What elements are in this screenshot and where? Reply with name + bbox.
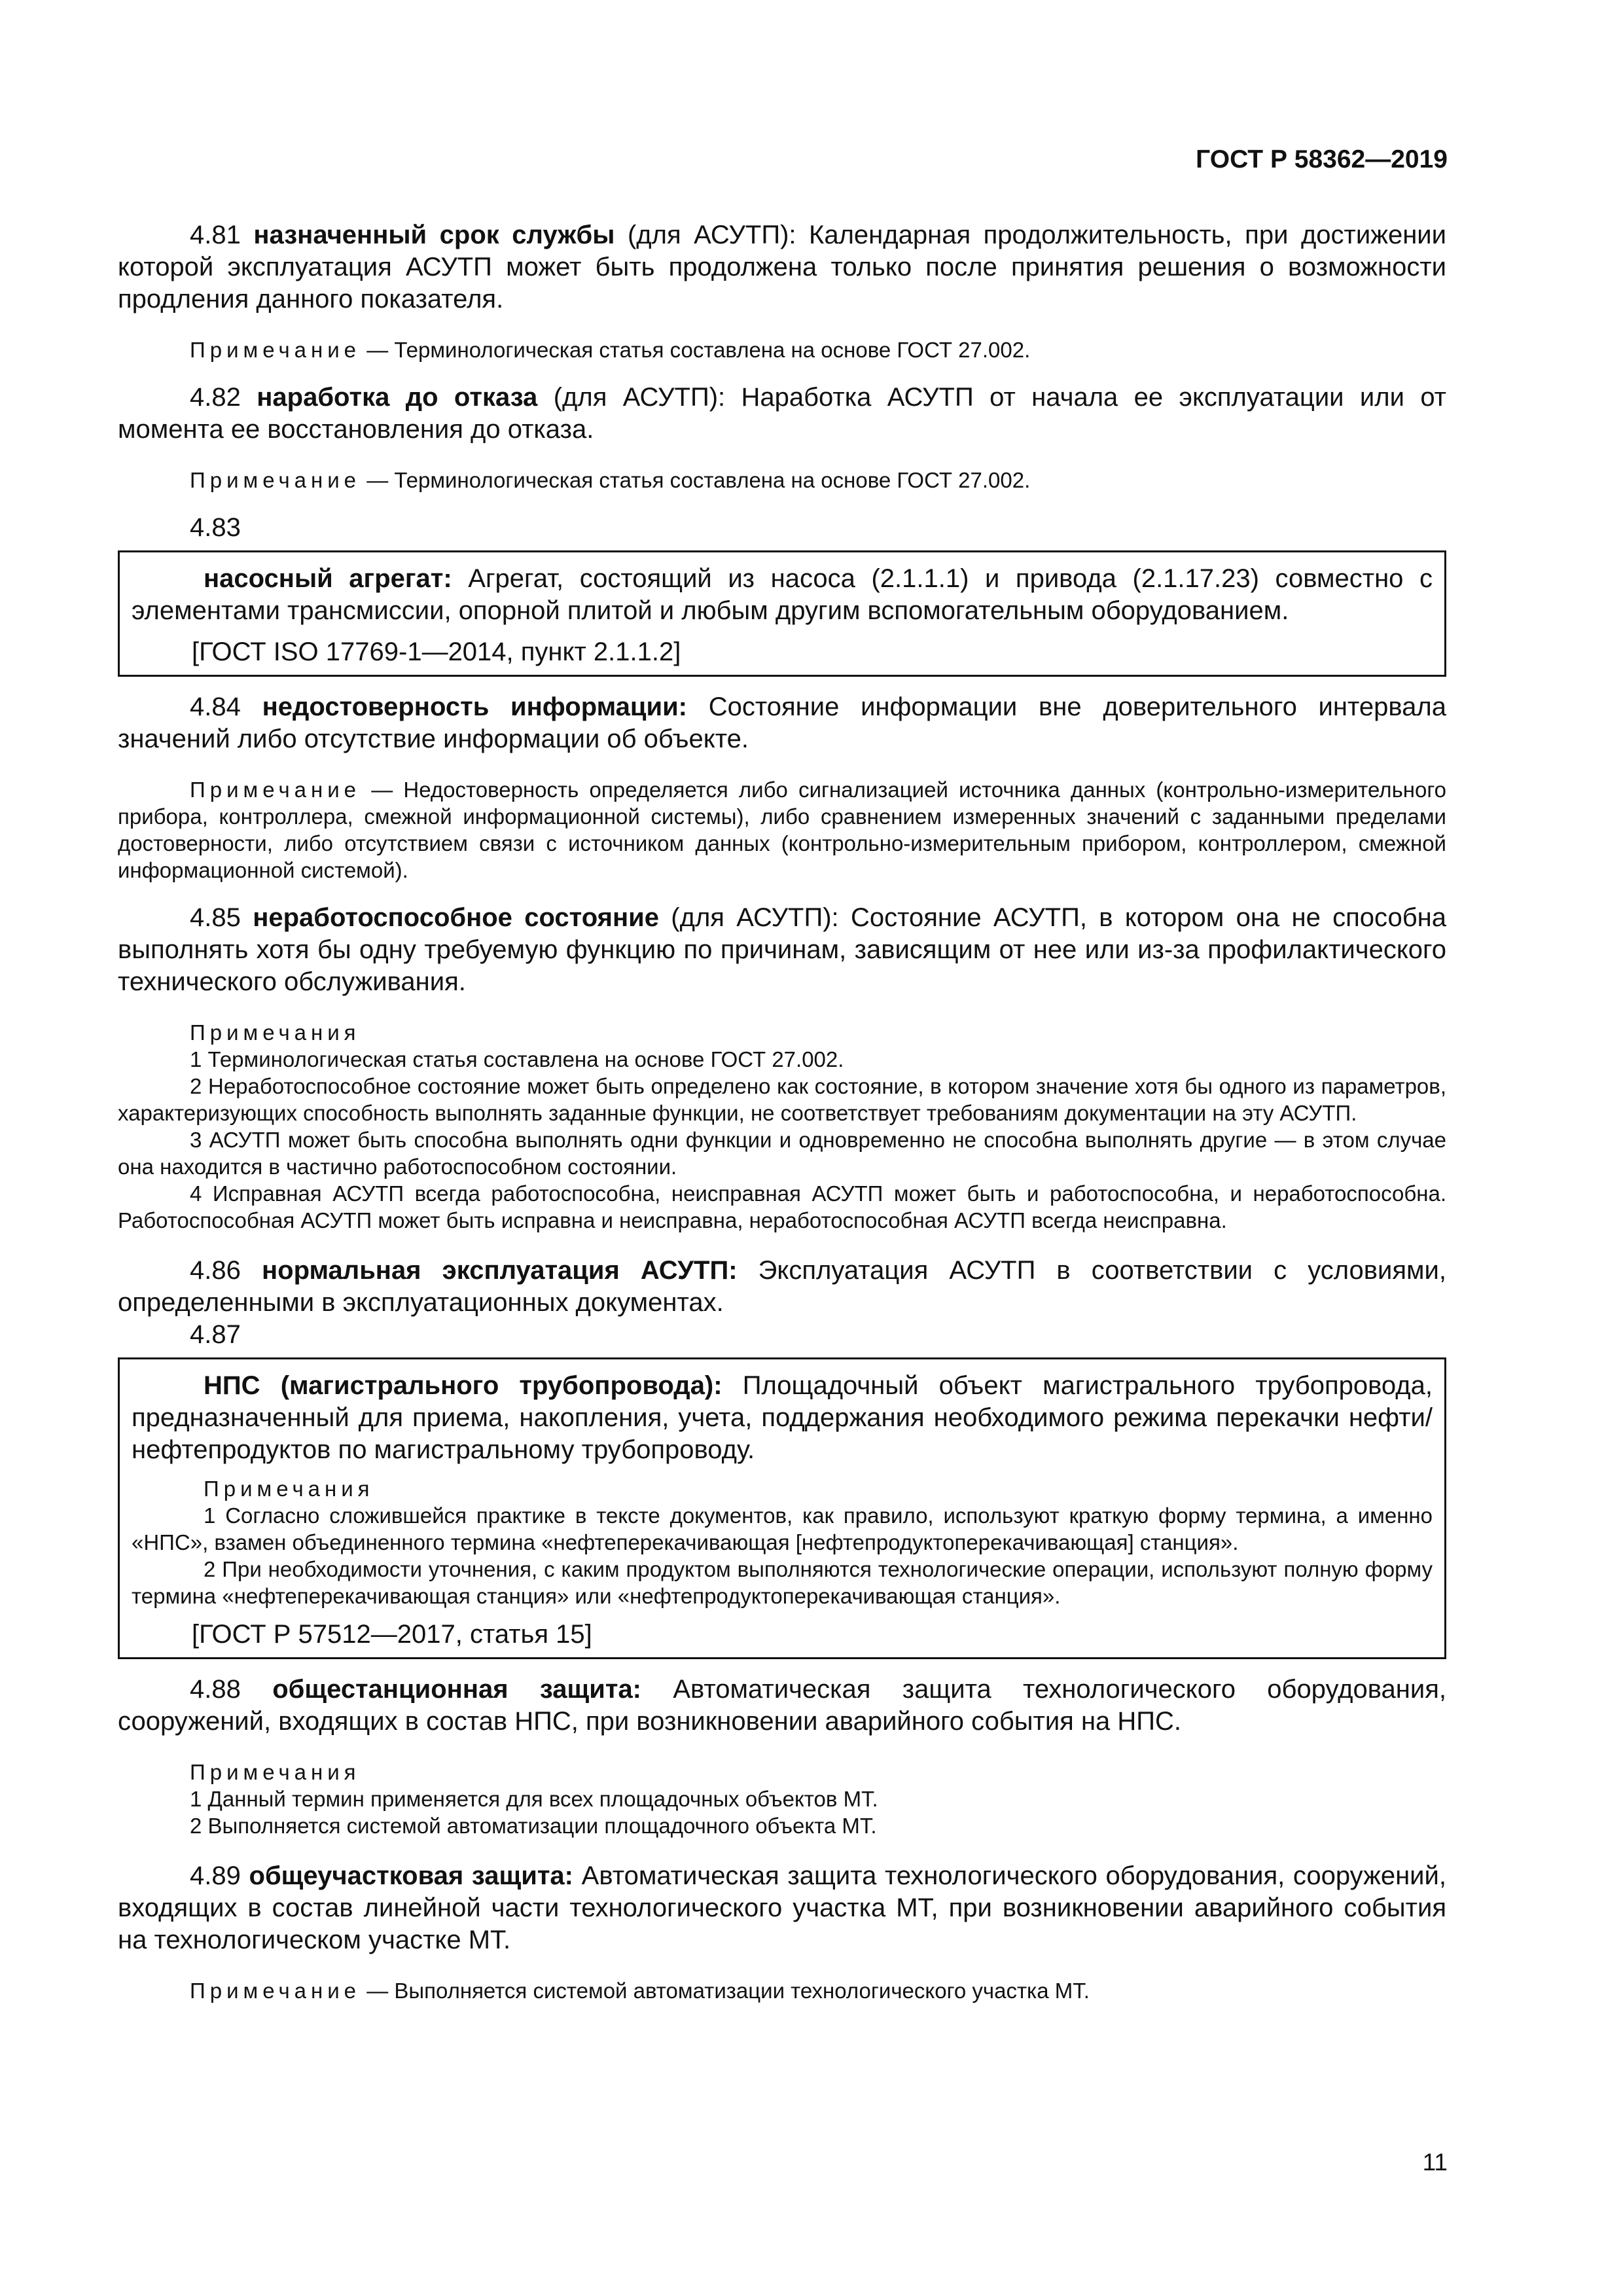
entry-number: 4.89 (190, 1861, 241, 1890)
term-note (118, 336, 1446, 363)
entry-number: 4.87 (190, 1320, 241, 1349)
term-entry-4-89 (118, 1860, 1446, 1956)
term-definition: : Наработка АСУТП от начала ее эксплуатации или от момента ее восстановления до отказа. (118, 383, 1447, 444)
note-label: Примечание (190, 1979, 361, 2003)
notes-block (118, 1759, 1446, 1839)
note-item: 1 Терминологическая статья составлена на основе ГОСТ 27.002. (190, 1047, 844, 1071)
term-name: НПС (магистрального трубопровода): (204, 1371, 722, 1400)
note-item: 2 Выполняется системой автоматизации площадочного объекта МТ. (190, 1814, 877, 1838)
notes-block (132, 1475, 1433, 1609)
term-source: [ГОСТ Р 57512—2017, статья 15] (192, 1620, 592, 1649)
entry-number: 4.83 (190, 513, 241, 542)
notes-label: Примечания (190, 1760, 361, 1784)
note-text: — Терминологическая статья составлена на основе ГОСТ 27.002. (366, 468, 1031, 492)
term-qualifier: (для АСУТП) (671, 903, 832, 932)
term-name: назначенный срок службы (253, 221, 615, 249)
term-name: недостоверность информации: (262, 692, 687, 721)
document-code: ГОСТ Р 58362—2019 (1196, 145, 1448, 173)
note-item: 2 При необходимости уточнения, с каким продуктом выполняются технологические операции, используют полную форму термина «нефтеперекачивающая станция» или «нефтепродуктоперекачивающая станция». (132, 1557, 1433, 1608)
term-name: общестанционная защита: (272, 1675, 642, 1704)
term-qualifier: (для АСУТП) (553, 383, 719, 412)
note-item: 3 АСУТП может быть способна выполнять одни функции и одновременно не способна выполнять другие — в этом случае она находится в частично работоспособном состоянии. (118, 1128, 1446, 1179)
notes-block (118, 1019, 1446, 1234)
term-name: неработоспособное состояние (253, 903, 659, 932)
note-label: Примечание (190, 338, 361, 362)
entry-number: 4.88 (190, 1675, 241, 1704)
term-entry-4-84 (118, 691, 1446, 755)
note-text: — Выполняется системой автоматизации технологического участка МТ. (366, 1979, 1090, 2003)
term-definition: Агрегат, состоящий из насоса (2.1.1.1) и привода (2.1.17.23) совместно с элементами трансмиссии, опорной плитой и любым другим вспомогательным оборудованием. (132, 564, 1433, 625)
term-name: общеучастковая защита: (249, 1861, 573, 1890)
term-entry-4-88 (118, 1674, 1446, 1738)
note-item: 1 Данный термин применяется для всех площадочных объектов МТ. (190, 1787, 878, 1811)
term-entry-4-81 (118, 219, 1446, 315)
term-definition: : Состояние АСУТП, в котором она не способна выполнять хотя бы одну требуемую функцию по причинам, зависящим от нее или из-за профилактического технического обслуживания. (118, 903, 1446, 996)
term-name: насосный агрегат: (204, 564, 452, 593)
note-text: — Недостоверность определяется либо сигнализацией источника данных (контрольно-измерительного прибора, контроллера, смежной информационной системы), либо сравнением измеренных значений с заданными пределами достоверности, либо отсутствием связи с источником данных (контрольно-измерительным прибором, контроллером, смежной информационной системой). (118, 778, 1446, 882)
term-entry-4-83 (132, 563, 1433, 627)
term-box-4-83 (118, 550, 1446, 677)
term-entry-4-86 (118, 1255, 1446, 1319)
term-definition: Автоматическая защита технологического оборудования, сооружений, входящих в состав линейной части технологического участка МТ, при возникновении аварийного события на технологическом участке МТ. (118, 1861, 1446, 1954)
entry-number: 4.81 (190, 221, 241, 249)
term-note (118, 1977, 1446, 2004)
term-definition: Автоматическая защита технологического оборудования, сооружений, входящих в состав НПС, при возникновении аварийного события на НПС. (118, 1675, 1446, 1736)
notes-label: Примечания (204, 1477, 374, 1501)
term-box-4-87 (118, 1357, 1446, 1659)
entry-number: 4.84 (190, 692, 241, 721)
notes-label: Примечания (190, 1020, 361, 1045)
note-item: 4 Исправная АСУТП всегда работоспособна, неисправная АСУТП может быть и работоспособна, и неработоспособна. Работоспособная АСУТП может быть исправна и неисправна, неработоспособная АСУТП всегда неисправна. (118, 1181, 1446, 1232)
note-item: 2 Неработоспособное состояние может быть определено как состояние, в котором значение хотя бы одного из параметров, характеризующих способность выполнять заданные функции, не соответствует требованиям документации на эту АСУТП. (118, 1074, 1446, 1125)
term-note (118, 776, 1446, 884)
term-note (118, 467, 1446, 493)
term-definition: : Календарная продолжительность, при достижении которой эксплуатация АСУТП может быть продолжена только после принятия решения о возможности продления данного показателя. (118, 221, 1446, 314)
entry-number: 4.82 (190, 383, 241, 412)
document-body (118, 219, 1446, 2022)
note-item: 1 Согласно сложившейся практике в тексте документов, как правило, используют краткую форму термина, а именно «НПС», взамен объединенного термина «нефтеперекачивающая [нефтепродуктоперекачивающая] станция». (132, 1503, 1433, 1554)
term-entry-4-85 (118, 902, 1446, 998)
term-definition: Состояние информации вне доверительного интервала значений либо отсутствие информации об объекте. (118, 692, 1446, 753)
term-name: нормальная эксплуатация АСУТП: (261, 1256, 738, 1285)
page-number: 11 (1422, 2149, 1448, 2176)
term-qualifier: (для АСУТП) (627, 221, 789, 249)
note-label: Примечание (190, 468, 361, 492)
term-entry-4-87 (132, 1370, 1433, 1466)
term-definition: Эксплуатация АСУТП в соответствии с условиями, определенными в эксплуатационных документах. (118, 1256, 1447, 1317)
note-label: Примечание (190, 778, 361, 802)
note-text: — Терминологическая статья составлена на основе ГОСТ 27.002. (366, 338, 1031, 362)
term-source: [ГОСТ ISO 17769-1—2014, пункт 2.1.1.2] (192, 637, 681, 666)
term-name: наработка до отказа (257, 383, 538, 412)
entry-number: 4.85 (190, 903, 241, 932)
entry-number: 4.86 (190, 1256, 241, 1285)
term-definition: Площадочный объект магистрального трубопровода, предназначенный для приема, накопления, учета, поддержания необходимого режима перекачки нефти/нефтепродуктов по магистральному трубопроводу. (132, 1371, 1433, 1464)
term-entry-4-82 (118, 382, 1446, 446)
